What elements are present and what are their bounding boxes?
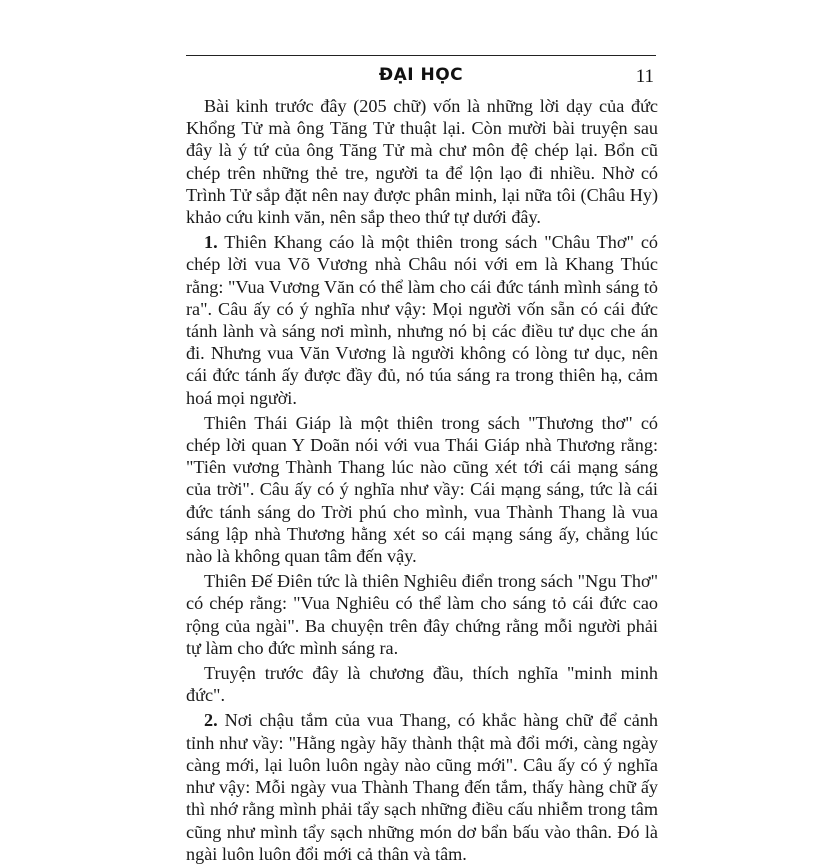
page-header <box>186 55 656 91</box>
paragraph <box>186 570 658 659</box>
chapter-title: ĐẠI HỌC <box>378 65 464 85</box>
paragraph-text: Nơi chậu tắm của vua Thang, có khắc hàng chữ để cảnh tỉnh như vầy: "Hằng ngày hãy thành thật mà đổi mới, càng ngày càng mới, lại luôn luôn ngày nào cũng mới". Câu ấy có ý nghĩa như vậy: Mỗi ngày vua Thành Thang đến tắm, thấy hàng chữ ấy thì nhớ rằng mình phải tẩy sạch những điều cấu nhiễm trong tâm cũng như mình tẩy sạch những món dơ bẩn bấu vào thân. Đó là ngài luôn luôn đổi mới cả thân và tâm. <box>186 710 658 864</box>
paragraph <box>186 412 658 567</box>
page-number: 11 <box>635 66 654 87</box>
paragraph-text: Thiên Khang cáo là một thiên trong sách "Châu Thơ" có chép lời vua Võ Vương nhà Châu nói với em là Khang Thúc rằng: "Vua Vương Văn có thể làm cho cái đức tánh mình sáng tỏ ra". Câu ấy có ý nghĩa như vậy: Mọi người vốn sẵn có cái đức tánh lành và sáng nơi mình, nhưng nó bị các điều tư dục che án đi. Nhưng vua Văn Vương là người không có lòng tư dục, nên cái đức tánh ấy được đầy đủ, nó túa sáng ra trong thiên hạ, cảm hoá mọi người. <box>186 232 658 408</box>
paragraph-text: Thiên Đế Điên tức là thiên Nghiêu điển trong sách "Ngu Thơ" có chép rằng: "Vua Nghiêu có thể làm cho sáng tỏ cái đức cao rộng của ngài". Ba chuyện trên đây chứng rằng mỗi người phải tự làm cho đức mình sáng ra. <box>186 571 658 658</box>
paragraph-text: Thiên Thái Giáp là một thiên trong sách "Thương thơ" có chép lời quan Y Doãn nói với vua Thái Giáp nhà Thương rằng: "Tiên vương Thành Thang lúc nào cũng xét tới cái mạng sáng của trời". Câu ấy có ý nghĩa như vầy: Cái mạng sáng, tức là cái đức tánh sáng do Trời phú cho mình, vua Thành Thang là vua sáng lập nhà Thương hằng xét so cái mạng sáng ấy, chẳng lúc nào là không quan tâm đến vậy. <box>186 412 658 567</box>
header-rule <box>186 55 656 56</box>
paragraph-text: Truyện trước đây là chương đầu, thích nghĩa "minh minh đức". <box>186 663 658 706</box>
paragraph <box>186 231 658 409</box>
paragraph <box>186 95 658 228</box>
body-text <box>186 95 658 868</box>
paragraph-number: 1. <box>204 232 218 253</box>
paragraph <box>186 662 658 706</box>
paragraph-number: 2. <box>204 710 218 731</box>
paragraph <box>186 709 658 864</box>
paragraph-text: Bài kinh trước đây (205 chữ) vốn là những lời dạy của đức Khổng Tử mà ông Tăng Tử thuật lại. Còn mười bài truyện sau đây là ý tứ của ông Tăng Tử mà chư môn đệ chép lại. Bổn cũ chép trên những thẻ tre, người ta để lộn lạo đi nhiều. Nhờ có Trình Tử sắp đặt nên nay được phân minh, lại nữa tôi (Châu Hy) khảo cứu kinh văn, nên sắp theo thứ tự dưới đây. <box>186 96 658 228</box>
